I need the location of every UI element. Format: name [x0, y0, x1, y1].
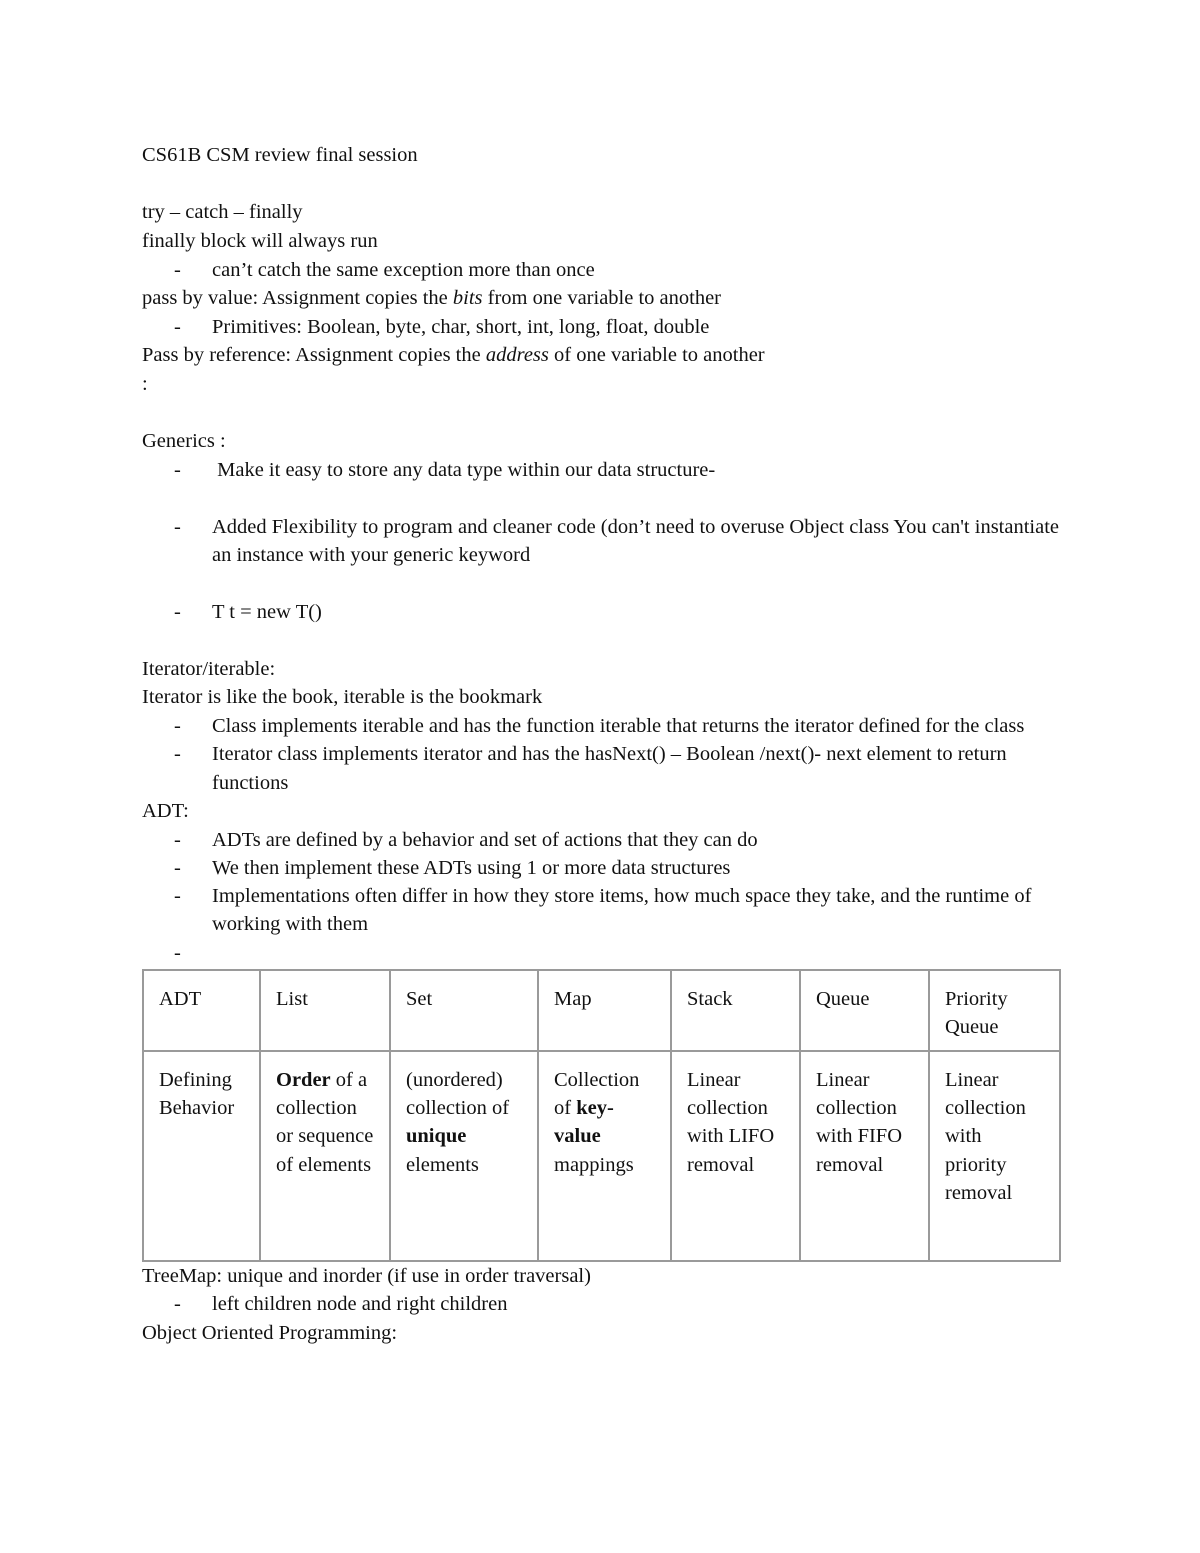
bullet-dash: - — [174, 600, 181, 623]
try-catch-bullets — [142, 256, 1062, 284]
adt-bullets — [142, 826, 1062, 967]
document-title: CS61B CSM review final session — [142, 144, 418, 166]
list-item: - Make it easy to store any data type within our data structure- — [142, 456, 1062, 484]
bullet-dash: - — [174, 1293, 181, 1316]
adt-table — [142, 969, 1061, 1262]
table-header-cell: Map — [538, 970, 671, 1051]
try-catch-heading: try – catch – finally — [142, 201, 303, 224]
list-item: - Primitives: Boolean, byte, char, short, int, long, float, double — [142, 313, 1062, 341]
colon-line: : — [142, 372, 148, 395]
bullet-dash: - — [174, 315, 181, 338]
blank-line — [142, 399, 1062, 428]
table-cell-priority-queue: Linear collection with priority removal — [929, 1051, 1060, 1261]
iterator-analogy-line: Iterator is like the book, iterable is the bookmark — [142, 686, 543, 709]
adt-heading: ADT: — [142, 799, 189, 822]
table-row-label: Defining Behavior — [143, 1051, 260, 1261]
table-header-row — [143, 970, 1060, 1051]
iterator-heading: Iterator/iterable: — [142, 657, 276, 680]
bullet-dash: - — [174, 941, 181, 964]
bullet-dash: - — [174, 828, 181, 851]
bullet-dash: - — [174, 515, 181, 538]
bullet-dash: - — [174, 885, 181, 908]
list-item: - We then implement these ADTs using 1 or more data structures — [142, 854, 1062, 882]
blank-line — [142, 170, 1062, 199]
list-item: - Added Flexibility to program and cleaner code (don’t need to overuse Object class You can't instantiate an instance with your generic keyword — [142, 513, 1062, 570]
table-header-cell: Stack — [671, 970, 800, 1051]
pass-by-value-line: pass by value: Assignment copies the bits from one variable to another — [142, 287, 722, 310]
list-item: - T t = new T() — [142, 598, 1062, 626]
table-cell-queue: Linear collection with FIFO removal — [800, 1051, 929, 1261]
table-row — [143, 1051, 1060, 1261]
oop-heading: Object Oriented Programming: — [142, 1321, 398, 1344]
pass-by-reference-line: Pass by reference: Assignment copies the address of one variable to another — [142, 344, 765, 367]
table-header-cell: Set — [390, 970, 538, 1051]
finally-line: finally block will always run — [142, 230, 378, 253]
treemap-bullets — [142, 1290, 1062, 1318]
table-header-cell: Priority Queue — [929, 970, 1060, 1051]
list-item — [142, 939, 1062, 967]
bullet-dash: - — [174, 856, 181, 879]
bullet-dash: - — [174, 258, 181, 281]
table-cell-stack: Linear collection with LIFO removal — [671, 1051, 800, 1261]
bullet-dash: - — [174, 714, 181, 737]
bullet-dash: - — [174, 458, 181, 481]
list-item: - can’t catch the same exception more than once — [142, 256, 1062, 284]
list-item: - ADTs are defined by a behavior and set of actions that they can do — [142, 826, 1062, 854]
table-cell-map: Collection of key-value mappings — [538, 1051, 671, 1261]
table-header-cell: Queue — [800, 970, 929, 1051]
generics-heading: Generics : — [142, 430, 226, 453]
generics-bullets — [142, 456, 1062, 626]
table-cell-list: Order of a collection or sequence of elements — [260, 1051, 390, 1261]
pass-by-value-bullets — [142, 313, 1062, 341]
table-header-cell: ADT — [143, 970, 260, 1051]
iterator-bullets — [142, 712, 1062, 797]
treemap-line: TreeMap: unique and inorder (if use in order traversal) — [142, 1264, 591, 1287]
list-item: - Iterator class implements iterator and has the hasNext() – Boolean /next()- next element to return functions — [142, 740, 1062, 797]
table-header-cell: List — [260, 970, 390, 1051]
list-item: - left children node and right children — [142, 1290, 1062, 1318]
list-item: - Implementations often differ in how they store items, how much space they take, and the runtime of working with them — [142, 882, 1062, 939]
document-page — [142, 141, 1062, 1347]
bullet-dash: - — [174, 743, 181, 766]
table-cell-set: (unordered) collection of unique elements — [390, 1051, 538, 1261]
list-item: - Class implements iterable and has the function iterable that returns the iterator defined for the class — [142, 712, 1062, 740]
